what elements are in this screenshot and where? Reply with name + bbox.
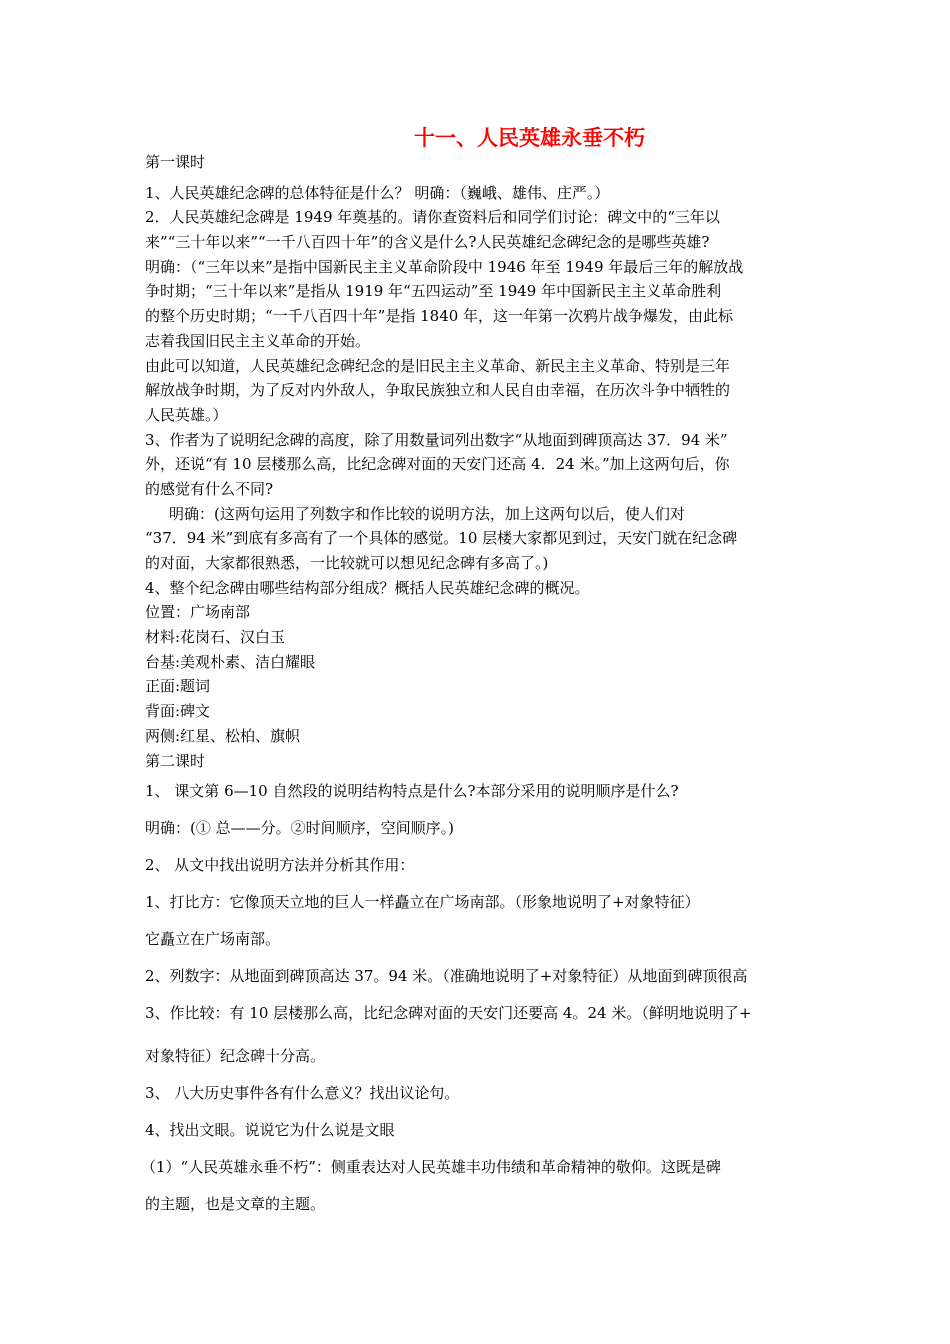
paragraph-line: 的感觉有什么不同? <box>145 479 274 498</box>
method-line: 2、列数字：从地面到碑顶高达 37。94 米。（准确地说明了+对象特征）从地面到碑顶很高 <box>145 967 748 986</box>
method-line: 3、作比较：有 10 层楼那么高，比纪念碑对面的天安门还要高 4。24 米。（鲜明地说明了+ <box>145 1004 752 1023</box>
answer-line: （1）“人民英雄永垂不朽”：侧重表达对人民英雄丰功伟绩和革命精神的敬仰。这既是碑 <box>141 1158 721 1177</box>
list-item: 背面:碑文 <box>145 702 211 721</box>
paragraph-line: 外，还说“有 10 层楼那么高，比纪念碑对面的天安门还高 4．24 米。”加上这两句后，你 <box>145 455 730 474</box>
answer-line: 的主题，也是文章的主题。 <box>145 1195 326 1214</box>
list-item: 两侧:红星、松柏、旗帜 <box>145 726 301 745</box>
paragraph-line: 1、人民英雄纪念碑的总体特征是什么？ 明确：（巍峨、雄伟、庄严。） <box>145 183 610 202</box>
document-body <box>141 150 815 1223</box>
method-line: 它矗立在广场南部。 <box>145 930 281 949</box>
paragraph-line: 人民英雄。） <box>145 405 228 424</box>
paragraph-line: 3、作者为了说明纪念碑的高度，除了用数量词列出数字“从地面到碑顶高达 37．94 米” <box>145 430 728 449</box>
paragraph-line: 明确：(这两句运用了列数字和作比较的说明方法，加上这两句以后，使人们对 <box>169 504 685 523</box>
paragraph-line: 2．人民英雄纪念碑是 1949 年奠基的。请你查资料后和同学们讨论：碑文中的“三年以 <box>145 208 720 227</box>
paragraph-line: 由此可以知道，人民英雄纪念碑纪念的是旧民主主义革命、新民主主义革命、特别是三年 <box>145 356 731 375</box>
question-line: 1、 课文第 6—10 自然段的说明结构特点是什么?本部分采用的说明顺序是什么? <box>145 782 679 801</box>
question-line: 2、 从文中找出说明方法并分析其作用： <box>145 856 415 875</box>
paragraph-line: 明确：（“三年以来”是指中国新民主主义革命阶段中 1946 年至 1949 年最后三年的解放战 <box>145 257 744 276</box>
method-line: 对象特征）纪念碑十分高。 <box>145 1047 326 1066</box>
paragraph-line: 的对面，大家都很熟悉，一比较就可以想见纪念碑有多高了。) <box>145 554 549 572</box>
paragraph-line: “37．94 米”到底有多高有了一个具体的感觉。10 层楼大家都见到过，天安门就在纪念碑 <box>145 529 738 548</box>
answer-line: 明确：(① 总——分。②时间顺序，空间顺序。) <box>145 819 454 838</box>
paragraph-line: 4、整个纪念碑由哪些结构部分组成？概括人民英雄纪念碑的概况。 <box>145 578 590 597</box>
lesson1-heading: 第一课时 <box>145 153 206 171</box>
question-line: 4、找出文眼。说说它为什么说是文眼 <box>145 1121 395 1140</box>
list-item: 正面:题词 <box>145 677 211 696</box>
paragraph-line: 解放战争时期，为了反对内外敌人，争取民族独立和人民自由幸福，在历次斗争中牺牲的 <box>145 381 731 400</box>
page-title: 十一、人民英雄永垂不朽 <box>414 126 645 150</box>
list-item: 台基:美观朴素、洁白耀眼 <box>145 652 316 671</box>
lesson2-heading: 第二课时 <box>145 751 206 770</box>
list-item: 材料:花岗石、汉白玉 <box>145 628 286 647</box>
paragraph-line: 争时期；“三十年以来”是指从 1919 年“五四运动”至 1949 年中国新民主主义革命胜利 <box>145 282 722 301</box>
paragraph-line: 来”“三十年以来”“一千八百四十年”的含义是什么?人民英雄纪念碑纪念的是哪些英雄? <box>145 233 710 252</box>
question-line: 3、 八大历史事件各有什么意义？找出议论句。 <box>145 1084 460 1103</box>
method-line: 1、打比方：它像顶天立地的巨人一样矗立在广场南部。（形象地说明了+对象特征） <box>145 893 700 912</box>
paragraph-line: 志着我国旧民主主义革命的开始。 <box>145 331 371 350</box>
paragraph-line: 的整个历史时期；“一千八百四十年”是指 1840 年，这一年第一次鸦片战争爆发，由此标 <box>145 307 734 326</box>
list-item: 位置：广场南部 <box>145 603 251 622</box>
